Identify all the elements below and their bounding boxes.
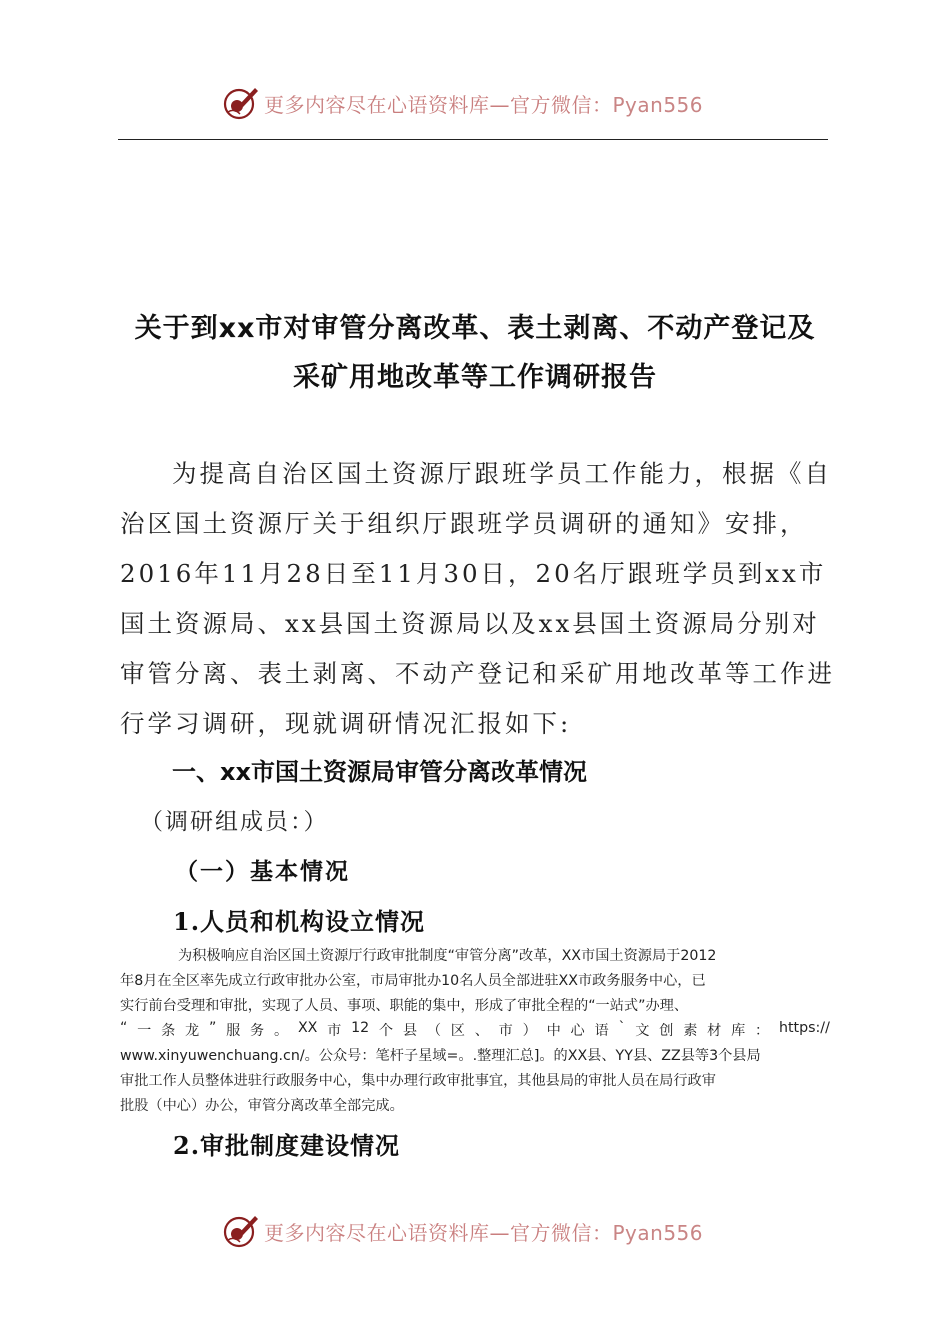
jt: ` bbox=[618, 1020, 626, 1036]
jt: 语 bbox=[594, 1023, 609, 1039]
body-line: 实行前台受理和审批，实现了人员、事项、职能的集中，形成了审批全程的“一站式”办理、 bbox=[120, 998, 689, 1014]
jt: 县 bbox=[402, 1023, 418, 1039]
jt: 材 bbox=[707, 1023, 722, 1039]
jt: 心 bbox=[570, 1023, 585, 1039]
intro-line: 为提高自治区国土资源厅跟班学员工作能力，根据《自 bbox=[172, 459, 832, 488]
jt: 个 bbox=[378, 1023, 394, 1039]
jt: 文 bbox=[635, 1023, 650, 1039]
body-line: www.xinyuwenchuang.cn/。公众号：笔杆子星域=。.整理汇总]。的XX县、YY县、ZZ县等3个县局 bbox=[120, 1048, 761, 1064]
jt: 、 bbox=[474, 1023, 489, 1039]
jt: 。 bbox=[273, 1023, 289, 1039]
body-line: 为积极响应自治区国土资源厅行政审批制度“审管分离”改革，XX市国土资源局于2012 bbox=[178, 948, 717, 964]
banner-text bbox=[264, 1217, 703, 1246]
header-rule bbox=[118, 139, 828, 140]
jt: 库 bbox=[731, 1023, 746, 1039]
jt: 素 bbox=[683, 1023, 698, 1039]
jt: 区 bbox=[450, 1023, 465, 1039]
body-line: 批股（中心）办公，审管分离改革全部完成。 bbox=[120, 1098, 404, 1114]
subsection-heading: （一）基本情况 bbox=[175, 858, 350, 885]
intro-line: 国土资源局、xx县国土资源局以及xx县国土资源局分别对 bbox=[120, 609, 820, 638]
doc-title-line2: 采矿用地改革等工作调研报告 bbox=[293, 362, 657, 393]
jt: （ bbox=[426, 1023, 442, 1039]
banner-label: 更多内容尽在心语资料库—官方微信： bbox=[264, 93, 613, 117]
item-heading-1: 1.人员和机构设立情况 bbox=[173, 907, 426, 936]
jt: 龙 bbox=[185, 1023, 200, 1039]
jt: 条 bbox=[161, 1023, 176, 1039]
top-banner bbox=[0, 82, 950, 126]
section-heading: 一、xx市国土资源局审管分离改革情况 bbox=[172, 758, 587, 786]
jt: 创 bbox=[659, 1023, 674, 1039]
jt: 市 bbox=[327, 1023, 342, 1039]
intro-line: 审管分离、表土剥离、不动产登记和采矿用地改革等工作进 bbox=[120, 659, 835, 688]
banner-label: 更多内容尽在心语资料库—官方微信： bbox=[264, 1221, 613, 1245]
jt: 服 bbox=[226, 1023, 241, 1039]
jt: 中 bbox=[546, 1023, 561, 1039]
banner-wechat: Pyan556 bbox=[612, 93, 704, 117]
jt: 一 bbox=[137, 1023, 152, 1039]
bottom-banner bbox=[0, 1210, 950, 1254]
banner-text bbox=[264, 89, 703, 118]
body-line: 审批工作人员整体进驻行政服务中心，集中办理行政审批事宜，其他县局的审批人员在局行政审 bbox=[120, 1073, 716, 1089]
jt: ： bbox=[755, 1023, 770, 1039]
item-heading-2: 2.审批制度建设情况 bbox=[173, 1131, 401, 1160]
jt: “ bbox=[120, 1020, 128, 1036]
pen-logo-icon bbox=[222, 84, 260, 122]
doc-title-line1: 关于到xx市对审管分离改革、表土剥离、不动产登记及 bbox=[134, 313, 816, 344]
team-members: （调研组成员：） bbox=[140, 809, 329, 835]
jt: https:// bbox=[779, 1020, 830, 1036]
intro-line: 行学习调研，现就调研情况汇报如下: bbox=[120, 709, 572, 738]
intro-line: 治区国土资源厅关于组织厅跟班学员调研的通知》安排， bbox=[120, 509, 808, 538]
jt: 12 bbox=[351, 1020, 370, 1036]
intro-line: 2016年11月28日至11月30日，20名厅跟班学员到xx市 bbox=[120, 559, 827, 588]
body-line: 年8月在全区率先成立行政审批办公室，市局审批办10名人员全部进驻XX市政务服务中心，已 bbox=[120, 973, 706, 989]
pen-logo-icon bbox=[222, 1212, 260, 1250]
body-line-justified bbox=[120, 1020, 830, 1040]
jt: ” bbox=[208, 1020, 217, 1036]
jt: XX bbox=[297, 1020, 318, 1036]
jt: 市 bbox=[498, 1023, 513, 1039]
jt: 务 bbox=[250, 1023, 265, 1039]
jt: ） bbox=[522, 1023, 537, 1039]
banner-wechat: Pyan556 bbox=[612, 1221, 704, 1245]
